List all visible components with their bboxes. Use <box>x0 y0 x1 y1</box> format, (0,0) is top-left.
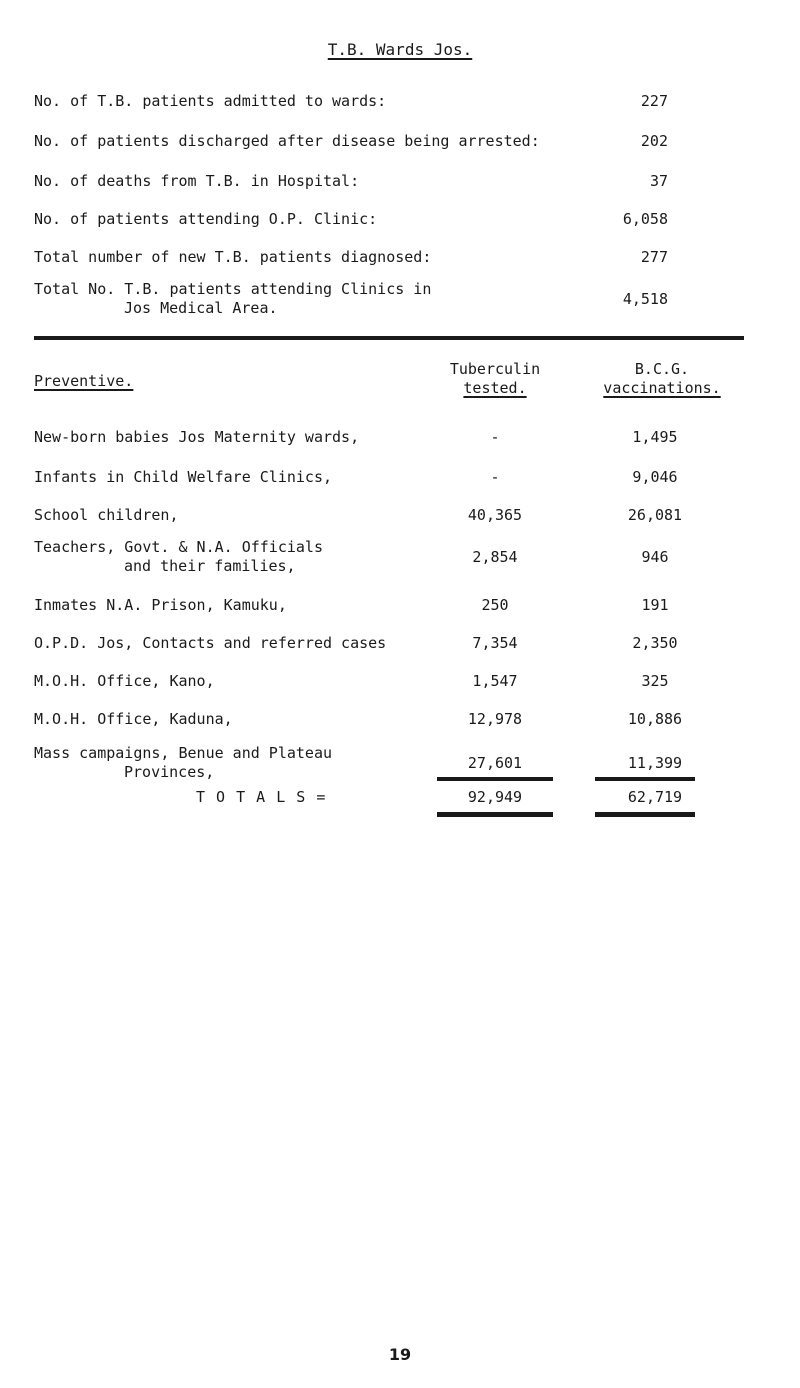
totals-label: T O T A L S = <box>196 788 326 806</box>
stat-label-jos-clinics <box>34 280 431 318</box>
subtotal-rule-bcg <box>595 777 695 781</box>
stat-label-deaths: No. of deaths from T.B. in Hospital: <box>34 172 360 190</box>
stat-value-discharged: 202 <box>640 132 668 150</box>
table-row-label <box>34 538 323 576</box>
table-row-label: Inmates N.A. Prison, Kamuku, <box>34 596 287 614</box>
table-cell-tuberculin: 40,365 <box>467 506 523 524</box>
stat-value-jos-clinics: 4,518 <box>622 290 668 308</box>
table-cell-bcg: 1,495 <box>632 428 678 446</box>
table-row-label: M.O.H. Office, Kaduna, <box>34 710 233 728</box>
table-header-bcg <box>582 360 742 398</box>
table-cell-tuberculin: 27,601 <box>467 754 523 772</box>
table-cell-bcg: 10,886 <box>627 710 683 728</box>
table-header-tuberculin <box>430 360 560 398</box>
table-cell-tuberculin: - <box>490 468 500 486</box>
stat-value-deaths: 37 <box>649 172 668 190</box>
stat-label-discharged: No. of patients discharged after disease being arrested: <box>34 132 540 150</box>
table-cell-bcg: 11,399 <box>627 754 683 772</box>
totals-tuberculin: 92,949 <box>467 788 523 806</box>
table-header-tuberculin-line1: Tuberculin <box>449 360 541 378</box>
table-header-bcg-line2: vaccinations. <box>603 379 721 397</box>
table-row-label: Infants in Child Welfare Clinics, <box>34 468 333 486</box>
table-cell-bcg: 191 <box>641 596 669 614</box>
table-row-label-line1: Teachers, Govt. & N.A. Officials <box>34 538 323 556</box>
page-title: T.B. Wards Jos. <box>327 40 473 59</box>
table-cell-bcg: 2,350 <box>632 634 678 652</box>
totals-bcg: 62,719 <box>627 788 683 806</box>
table-cell-bcg: 325 <box>641 672 669 690</box>
table-cell-tuberculin: 2,854 <box>472 548 518 566</box>
table-row-label <box>34 744 332 782</box>
table-row-label: New-born babies Jos Maternity wards, <box>34 428 360 446</box>
table-row-label-line1: Mass campaigns, Benue and Plateau <box>34 744 333 762</box>
table-row-label: School children, <box>34 506 179 524</box>
table-cell-bcg: 946 <box>641 548 669 566</box>
table-row-label: O.P.D. Jos, Contacts and referred cases <box>34 634 387 652</box>
subtotal-rule-tuberculin <box>437 777 553 781</box>
table-header-category: Preventive. <box>34 372 134 390</box>
stat-label-op-clinic: No. of patients attending O.P. Clinic: <box>34 210 378 228</box>
table-cell-bcg: 26,081 <box>627 506 683 524</box>
stat-value-op-clinic: 6,058 <box>622 210 668 228</box>
table-cell-tuberculin: - <box>490 428 500 446</box>
table-row-label-line2: and their families, <box>124 557 296 575</box>
total-rule-tuberculin <box>437 812 553 817</box>
total-rule-bcg <box>595 812 695 817</box>
table-header-tuberculin-line2: tested. <box>463 379 527 397</box>
table-cell-tuberculin: 250 <box>481 596 509 614</box>
stat-label-jos-clinics-line1: Total No. T.B. patients attending Clinics in <box>34 280 432 298</box>
stat-value-new-diagnosed: 277 <box>640 248 668 266</box>
table-cell-tuberculin: 12,978 <box>467 710 523 728</box>
table-cell-bcg: 9,046 <box>632 468 678 486</box>
stat-label-new-diagnosed: Total number of new T.B. patients diagnosed: <box>34 248 432 266</box>
table-header-bcg-line1: B.C.G. <box>634 360 690 378</box>
stat-label-jos-clinics-line2: Jos Medical Area. <box>124 299 278 317</box>
table-cell-tuberculin: 7,354 <box>472 634 518 652</box>
section-divider <box>34 336 744 340</box>
stat-value-admitted: 227 <box>640 92 668 110</box>
table-cell-tuberculin: 1,547 <box>472 672 518 690</box>
table-row-label-line2: Provinces, <box>124 763 215 781</box>
page-number: 19 <box>388 1345 412 1364</box>
table-row-label: M.O.H. Office, Kano, <box>34 672 215 690</box>
stat-label-admitted: No. of T.B. patients admitted to wards: <box>34 92 387 110</box>
